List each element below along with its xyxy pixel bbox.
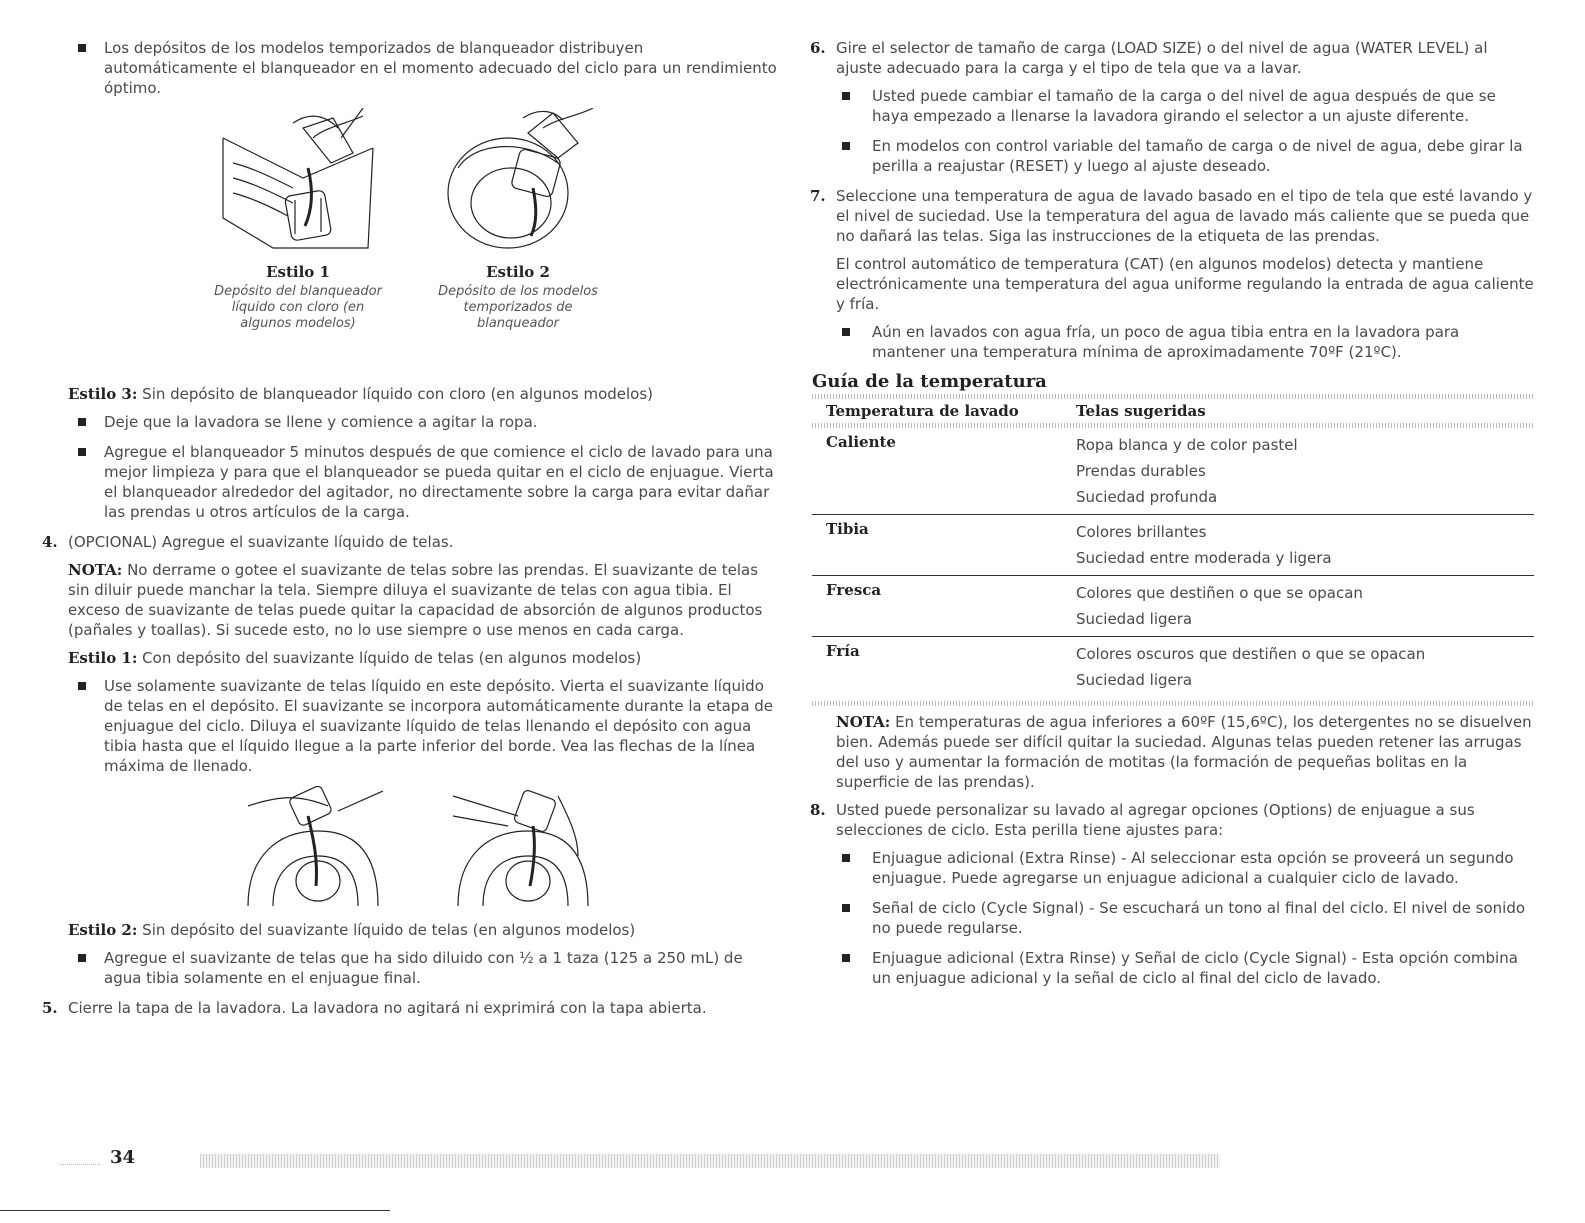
step-6: [812, 38, 1534, 78]
step-5-text: Cierre la tapa de la lavadora. La lavadora no agitará ni exprimirá con la tapa abierta.: [68, 999, 707, 1017]
step-6-number: 6.: [810, 39, 826, 57]
temperature-guide-title: Guía de la temperatura: [812, 371, 1047, 392]
temp-cell: Tibia: [812, 515, 1062, 576]
footer-dots: [60, 1164, 100, 1165]
fabrics-cell: [1062, 428, 1534, 515]
estilo2-text: Sin depósito del suavizante líquido de telas (en algunos modelos): [137, 921, 636, 939]
softener-dispenser-illustration-2: [448, 786, 598, 911]
estilo1-line: [68, 648, 780, 668]
temp-cell: Fresca: [812, 576, 1062, 637]
nota-text: No derrame o gotee el suavizante de telas sobre las prendas. El suavizante de telas sin diluir puede manchar la tela. Siempre diluya el suavizante de telas con agua tibia. El exceso de suavizante de telas puede quitar la capacidad de absorción de algunos productos (pañales y toallas). Si sucede esto, no lo use siempre o use menos en cada carga.: [68, 561, 763, 639]
step-6-bullet-1: Usted puede cambiar el tamaño de la carga o del nivel de agua después de que se haya empezado a llenarse la lavadora girando el selector a un ajuste diferente.: [812, 86, 1534, 126]
figure-estilo-1: [198, 108, 398, 332]
figure-2-caption: Depósito de los modelos temporizados de blanqueador: [438, 284, 598, 331]
left-column: [42, 38, 780, 1026]
table-row: [812, 576, 1534, 637]
step-6-bullet-2: En modelos con control variable del tamaño de carga o de nivel de agua, debe girar la perilla a reajustar (RESET) y luego al ajuste deseado.: [812, 136, 1534, 176]
step-8-bullet-3: Enjuague adicional (Extra Rinse) y Señal de ciclo (Cycle Signal) - Esta opción combina un enjuague adicional y la señal de ciclo al final del ciclo de lavado.: [812, 948, 1534, 988]
fabric-item: Suciedad entre moderada y ligera: [1076, 549, 1332, 567]
bleach-dispenser-style1-illustration: [213, 108, 383, 258]
fabric-item: Suciedad ligera: [1076, 610, 1193, 628]
step-4-number: 4.: [42, 533, 58, 551]
step-5-number: 5.: [42, 999, 58, 1017]
step-7-paragraph: El control automático de temperatura (CAT) (en algunos modelos) detecta y mantiene electrónicamente una temperatura del agua uniforme regulando la entrada de agua caliente y fría.: [836, 255, 1534, 313]
step-5: [44, 998, 780, 1018]
step-7-text: Seleccione una temperatura de agua de lavado basado en el tipo de tela que esté lavando y el nivel de suciedad. Use la temperatura del agua de lavado más caliente que se pueda que no dañará las telas. Siga las instrucciones de la etiqueta de las prendas.: [836, 187, 1533, 245]
fabric-item: Prendas durables: [1076, 462, 1206, 480]
table-row: [812, 515, 1534, 576]
step-8: [812, 800, 1534, 840]
step-7-number: 7.: [810, 187, 826, 205]
fabric-item: Suciedad ligera: [1076, 671, 1193, 689]
step-8-bullet-1: Enjuague adicional (Extra Rinse) - Al seleccionar esta opción se proveerá un segundo enjuague. Puede agregarse un enjuague adicional a cualquier ciclo de lavado.: [812, 848, 1534, 888]
step-7: [812, 186, 1534, 246]
estilo2-label: Estilo 2:: [68, 921, 138, 939]
table-row: [812, 428, 1534, 515]
step-8-number: 8.: [810, 801, 826, 819]
figure-2-title: Estilo 2: [486, 263, 550, 281]
table-row: [812, 637, 1534, 698]
step-4: [44, 532, 780, 552]
right-column: [812, 38, 1534, 998]
table-header-row: [812, 399, 1534, 423]
bleach-dispenser-style2-illustration: [433, 108, 603, 258]
fabric-item: Ropa blanca y de color pastel: [1076, 436, 1298, 454]
estilo3-bullet-1: Deje que la lavadora se llene y comience a agitar la ropa.: [68, 412, 780, 432]
estilo3-line: [68, 384, 780, 404]
intro-bullet: Los depósitos de los modelos temporizados de blanqueador distribuyen automáticamente el blanqueador en el momento adecuado del ciclo para un rendimiento óptimo.: [68, 38, 780, 98]
divider-hatch: [812, 701, 1534, 706]
estilo3-bullet-2: Agregue el blanqueador 5 minutos después de que comience el ciclo de lavado para una mejor limpieza y para que el blanqueador se pueda quitar en el ciclo de enjuague. Vierta el blanqueador alrededor del agitador, no directamente sobre la carga para evitar dañar las prendas u otros artículos de la carga.: [68, 442, 780, 522]
estilo1-text: Con depósito del suavizante líquido de telas (en algunos modelos): [137, 649, 642, 667]
fabric-item: Colores brillantes: [1076, 523, 1207, 541]
footer-bar: [200, 1154, 1220, 1168]
estilo2-bullet: Agregue el suavizante de telas que ha sido diluido con ½ a 1 taza (125 a 250 mL) de agua tibia solamente en el enjuague final.: [68, 948, 780, 988]
bottom-rule: [0, 1210, 390, 1211]
estilo1-bullet: Use solamente suavizante de telas líquido en este depósito. Vierta el suavizante líquido de telas en el depósito. El suavizante se incorpora automáticamente durante la etapa de enjuague del ciclo. Diluya el suavizante líquido de telas llenando el depósito con agua tibia hasta que el líquido llegue a la parte inferior del borde. Vea las flechas de la línea máxima de llenado.: [68, 676, 780, 776]
step-8-bullet-2: Señal de ciclo (Cycle Signal) - Se escuchará un tono al final del ciclo. El nivel de sonido no puede regularse.: [812, 898, 1534, 938]
step-7-bullet: Aún en lavados con agua fría, un poco de agua tibia entra en la lavadora para mantener una temperatura mínima de aproximadamente 70ºF (21ºC).: [812, 322, 1534, 362]
estilo2-line: [68, 920, 780, 940]
fabrics-cell: [1062, 515, 1534, 576]
figure-1-caption: Depósito del blanqueador líquido con cloro (en algunos modelos): [214, 284, 382, 331]
header-suggested-fabrics: Telas sugeridas: [1076, 402, 1206, 420]
header-wash-temperature: Temperatura de lavado: [826, 402, 1019, 420]
fabrics-cell: [1062, 637, 1534, 698]
page-number: 34: [110, 1147, 136, 1168]
fabrics-cell: [1062, 576, 1534, 637]
temp-cell: Fría: [826, 642, 860, 660]
figure-estilo-2: [418, 108, 618, 332]
nota-label: NOTA:: [836, 713, 891, 731]
bleach-dispenser-figures: [68, 108, 780, 378]
nota-softener: [68, 560, 780, 640]
temp-cell: Caliente: [812, 428, 1062, 515]
nota-label: NOTA:: [68, 561, 123, 579]
temperature-guide-table: [812, 399, 1534, 697]
nota-temperature: [812, 712, 1534, 792]
estilo3-label: Estilo 3:: [68, 385, 138, 403]
estilo3-text: Sin depósito de blanqueador líquido con cloro (en algunos modelos): [137, 385, 654, 403]
fabric-item: Colores que destiñen o que se opacan: [1076, 584, 1363, 602]
figure-1-title: Estilo 1: [266, 263, 330, 281]
fabric-item: Colores oscuros que destiñen o que se opacan: [1076, 645, 1426, 663]
fabric-item: Suciedad profunda: [1076, 488, 1218, 506]
estilo1-label: Estilo 1:: [68, 649, 138, 667]
step-6-text: Gire el selector de tamaño de carga (LOAD SIZE) o del nivel de agua (WATER LEVEL) al ajuste adecuado para la carga y el tipo de tela que va a lavar.: [836, 39, 1488, 77]
nota-text: En temperaturas de agua inferiores a 60ºF (15,6ºC), los detergentes no se disuelven bien. Además puede ser difícil quitar la suciedad. Algunas telas pueden retener las arrugas del uso y aumentar la formación de motitas (la formación de pequeñas bolitas en la superficie de las prendas).: [836, 713, 1532, 791]
softener-figures: [68, 786, 780, 916]
step-8-text: Usted puede personalizar su lavado al agregar opciones (Options) de enjuague a sus selecciones de ciclo. Esta perilla tiene ajustes para:: [836, 801, 1475, 839]
page-footer: [60, 1148, 1480, 1174]
step-4-text: (OPCIONAL) Agregue el suavizante líquido de telas.: [68, 533, 454, 551]
softener-dispenser-illustration-1: [238, 786, 388, 911]
